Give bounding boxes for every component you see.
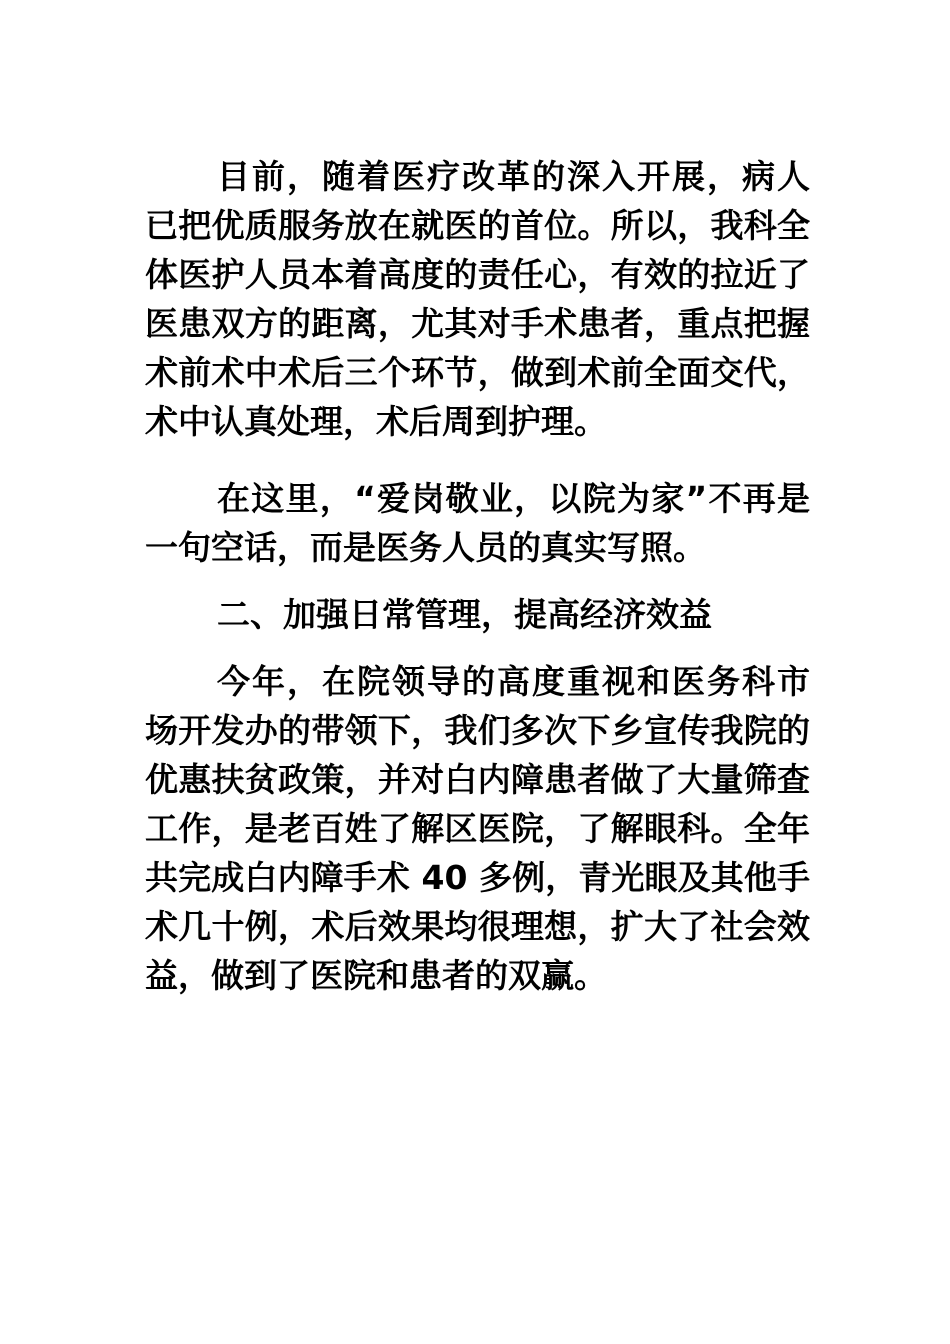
paragraph-motto: 在这里，“爱岗敬业，以院为家”不再是一句空话，而是医务人员的真实写照。: [145, 479, 810, 567]
section-heading: 二、加强日常管理，提高经济效益: [217, 595, 712, 634]
paragraph-annual-work: 今年，在院领导的高度重视和医务科市场开发办的带领下，我们多次下乡宣传我院的优惠扶贫政策，并对白内障患者做了大量筛查工作，是老百姓了解区医院，了解眼科。全年共完成白内障手术 40 多例，青光眼及其他手术几十例，术后效果均很理想，扩大了社会效益，做到了医院和患者的双赢。: [145, 662, 810, 995]
document-body: [145, 152, 810, 1000]
paragraph-intro: 目前，随着医疗改革的深入开展，病人已把优质服务放在就医的首位。所以，我科全体医护人员本着高度的责任心，有效的拉近了医患双方的距离，尤其对手术患者，重点把握术前术中术后三个环节，做到术前全面交代，术中认真处理，术后周到护理。: [145, 157, 810, 441]
